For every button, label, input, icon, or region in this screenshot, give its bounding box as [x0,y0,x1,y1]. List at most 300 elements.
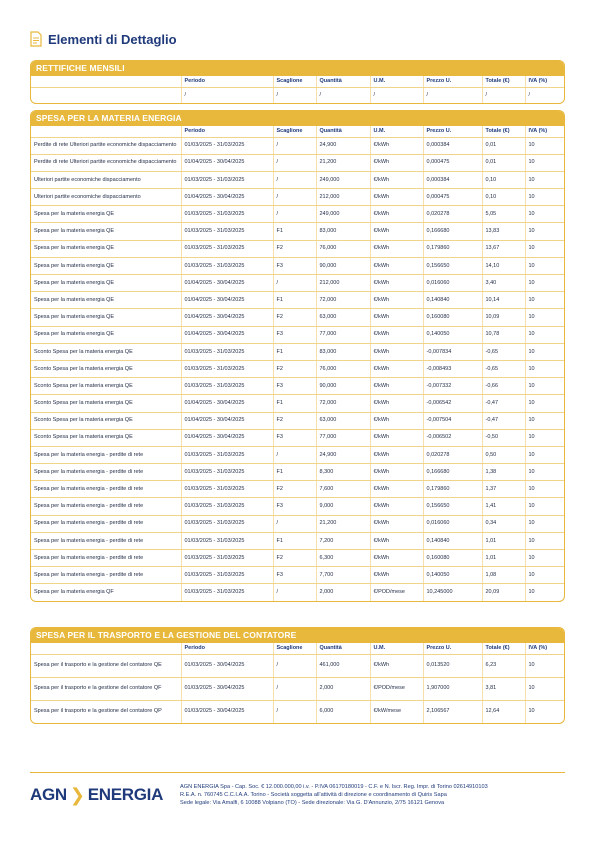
cell-prezzo: 0,140050 [423,567,482,584]
table-row [31,481,565,498]
cell-um: / [370,87,423,103]
cell-periodo: 01/04/2025 - 30/04/2025 [181,275,273,292]
cell-totale: 6,23 [482,654,525,677]
cell-quantita: 7,200 [316,532,370,549]
cell-totale: 0,10 [482,171,525,188]
cell-quantita: 72,000 [316,292,370,309]
cell-um: €/kWh [370,275,423,292]
cell-iva: 10 [525,550,565,567]
cell-quantita: 90,000 [316,257,370,274]
table-row [31,206,565,223]
cell-totale: -0,66 [482,378,525,395]
cell-iva: 10 [525,223,565,240]
cell-prezzo: 0,000475 [423,189,482,206]
cell-periodo: 01/03/2025 - 31/03/2025 [181,223,273,240]
cell-um: €/kWh [370,446,423,463]
cell-scaglione: F2 [273,550,316,567]
cell-iva: 10 [525,532,565,549]
cell-um: €/kW/mese [370,700,423,723]
cell-prezzo: 0,140840 [423,532,482,549]
section-title: RETTIFICHE MENSILI [31,61,564,76]
cell-scaglione: F1 [273,532,316,549]
cell-quantita: 9,000 [316,498,370,515]
section-rettifiche [30,60,565,104]
cell-iva: 10 [525,275,565,292]
cell-um: €/POD/mese [370,584,423,601]
cell-prezzo: / [423,87,482,103]
cell-periodo: 01/03/2025 - 31/03/2025 [181,343,273,360]
cell-quantita: 249,000 [316,206,370,223]
cell-desc [31,87,181,103]
cell-scaglione: F1 [273,292,316,309]
cell-scaglione: / [273,206,316,223]
cell-periodo: 01/03/2025 - 31/03/2025 [181,567,273,584]
cell-totale: 10,09 [482,309,525,326]
cell-desc: Sconto Spesa per la materia energia QE [31,429,181,446]
section-title: SPESA PER IL TRASPORTO E LA GESTIONE DEL CONTATORE [31,628,564,643]
cell-quantita: 21,200 [316,515,370,532]
cell-totale: 1,38 [482,464,525,481]
cell-iva: 10 [525,395,565,412]
cell-iva: 10 [525,343,565,360]
column-header: Totale (€) [482,76,525,87]
cell-quantita: 21,200 [316,154,370,171]
cell-prezzo: 0,160080 [423,550,482,567]
column-header: IVA (%) [525,643,565,654]
cell-totale: 0,01 [482,154,525,171]
cell-prezzo: 0,013520 [423,654,482,677]
cell-um: €/kWh [370,257,423,274]
table-row [31,309,565,326]
cell-um: €/kWh [370,154,423,171]
cell-prezzo: -0,007834 [423,343,482,360]
cell-prezzo: 0,020278 [423,206,482,223]
cell-totale: 3,81 [482,677,525,700]
cell-totale: 3,40 [482,275,525,292]
cell-quantita: 90,000 [316,378,370,395]
cell-desc: Spesa per la materia energia - perdite di rete [31,515,181,532]
cell-desc: Sconto Spesa per la materia energia QE [31,343,181,360]
cell-iva: 10 [525,360,565,377]
cell-iva: 10 [525,481,565,498]
cell-desc: Spesa per la materia energia - perdite di rete [31,532,181,549]
cell-scaglione: / [273,189,316,206]
cell-prezzo: -0,006502 [423,429,482,446]
table-row [31,257,565,274]
cell-desc: Perdite di rete Ulteriori partite economiche dispacciamento [31,154,181,171]
cell-um: €/kWh [370,464,423,481]
column-header: Prezzo U. [423,126,482,137]
cell-prezzo: 0,166680 [423,223,482,240]
cell-desc: Spesa per la materia energia QF [34,589,114,596]
cell-scaglione: F3 [273,326,316,343]
cell-prezzo: 0,000475 [423,154,482,171]
cell-prezzo: -0,007332 [423,378,482,395]
cell-quantita: 2,000 [316,584,370,601]
cell-scaglione: / [273,654,316,677]
cell-quantita: 249,000 [316,171,370,188]
column-header: IVA (%) [525,126,565,137]
cell-um: €/kWh [370,481,423,498]
cell-totale: -0,50 [482,429,525,446]
table-row [31,360,565,377]
table-row [31,171,565,188]
section-trasporto [30,627,565,724]
cell-um: €/kWh [370,240,423,257]
cell-iva: 10 [525,498,565,515]
cell-um: €/kWh [370,429,423,446]
cell-totale: / [482,87,525,103]
cell-um: €/kWh [370,395,423,412]
cell-totale: 20,09 [482,584,525,601]
cell-quantita: 212,000 [316,189,370,206]
cell-totale: 0,50 [482,446,525,463]
cell-prezzo: 10,245000 [423,584,482,601]
cell-prezzo: 0,166680 [423,464,482,481]
cell-totale: 12,64 [482,700,525,723]
cell-quantita: 6,000 [316,700,370,723]
column-header: Quantità [316,76,370,87]
cell-prezzo: -0,008493 [423,360,482,377]
cell-um: €/kWh [370,343,423,360]
cell-scaglione: F2 [273,240,316,257]
cell-quantita: 77,000 [316,326,370,343]
cell-scaglione: / [273,154,316,171]
cell-um: €/kWh [370,360,423,377]
cell-iva: 10 [525,446,565,463]
column-header: Quantità [316,643,370,654]
cell-scaglione: F3 [273,378,316,395]
cell-desc: Ulteriori partite economiche dispacciamento [31,171,181,188]
cell-scaglione: / [273,275,316,292]
cell-totale: 13,83 [482,223,525,240]
table-row [31,326,565,343]
footer-divider [30,772,565,773]
cell-scaglione: F2 [273,360,316,377]
cell-scaglione: / [273,584,316,601]
cell-desc: Spesa per la materia energia QE [31,223,181,240]
cell-periodo: 01/04/2025 - 30/04/2025 [181,326,273,343]
column-header: Scaglione [273,643,316,654]
cell-iva: 10 [525,189,565,206]
cell-totale: -0,65 [482,360,525,377]
column-header: Prezzo U. [423,643,482,654]
table-row [31,464,565,481]
cell-desc: Spesa per la materia energia - perdite di rete [31,464,181,481]
cell-periodo: 01/04/2025 - 30/04/2025 [181,309,273,326]
cell-quantita: 6,300 [316,550,370,567]
cell-quantita: 7,700 [316,567,370,584]
cell-um: €/kWh [370,498,423,515]
rettifiche-table [31,76,565,103]
table-row [31,223,565,240]
cell-desc: Spesa per la materia energia QE [31,326,181,343]
table-row [31,292,565,309]
cell-periodo: 01/03/2025 - 31/03/2025 [181,498,273,515]
table-row [31,137,565,154]
materia-table [31,126,565,601]
cell-prezzo: 0,016060 [423,275,482,292]
table-header-row [31,126,565,137]
cell-periodo: 01/04/2025 - 30/04/2025 [181,292,273,309]
table-header-row [31,643,565,654]
column-header: Scaglione [273,126,316,137]
cell-totale: 5,05 [482,206,525,223]
document-icon [30,31,42,47]
cell-um: €/kWh [370,171,423,188]
cell-quantita: 63,000 [316,309,370,326]
cell-desc: Spesa per la materia energia QE [31,206,181,223]
cell-scaglione: / [273,515,316,532]
table-row [31,429,565,446]
cell-desc: Spesa per il trasporto e la gestione del contatore QF [31,677,181,700]
footer [30,780,565,810]
cell-desc: Spesa per la materia energia - perdite di rete [31,550,181,567]
cell-desc: Spesa per il trasporto e la gestione del contatore QP [34,708,162,715]
header-description [31,126,181,137]
cell-totale: 1,08 [482,567,525,584]
cell-prezzo: -0,007504 [423,412,482,429]
table-row [31,446,565,463]
cell-periodo: 01/03/2025 - 30/04/2025 [181,700,273,723]
company-logo: AGN ❯ ENERGIA [30,784,164,805]
cell-scaglione: F3 [273,257,316,274]
cell-desc: Spesa per il trasporto e la gestione del contatore QE [31,654,181,677]
cell-um: €/kWh [370,532,423,549]
cell-totale: 1,01 [482,550,525,567]
cell-prezzo: 0,156650 [423,498,482,515]
cell-iva: 10 [525,292,565,309]
cell-periodo: / [181,87,273,103]
cell-scaglione: F1 [273,395,316,412]
cell-desc: Spesa per la materia energia QE [31,240,181,257]
cell-desc: Sconto Spesa per la materia energia QE [31,378,181,395]
cell-quantita: 83,000 [316,343,370,360]
table-row [31,567,565,584]
cell-totale: 0,34 [482,515,525,532]
header-description [31,76,181,87]
cell-totale: 0,10 [482,189,525,206]
cell-desc: Spesa per la materia energia - perdite di rete [31,481,181,498]
cell-periodo: 01/04/2025 - 30/04/2025 [181,189,273,206]
cell-periodo: 01/04/2025 - 30/04/2025 [181,395,273,412]
cell-iva: 10 [525,515,565,532]
cell-um: €/kWh [370,223,423,240]
cell-iva: 10 [525,654,565,677]
cell-iva: 10 [525,677,565,700]
cell-um: €/kWh [370,137,423,154]
cell-prezzo: 0,179860 [423,240,482,257]
cell-prezzo: 0,160080 [423,309,482,326]
cell-quantita: 76,000 [316,360,370,377]
cell-quantita: 63,000 [316,412,370,429]
cell-periodo: 01/04/2025 - 30/04/2025 [181,412,273,429]
cell-prezzo: 1,907000 [423,677,482,700]
page-title: Elementi di Dettaglio [48,31,177,47]
cell-totale: -0,47 [482,412,525,429]
cell-totale: 0,01 [482,137,525,154]
table-row [31,412,565,429]
cell-scaglione: F3 [273,567,316,584]
cell-iva: 10 [525,154,565,171]
cell-um: €/kWh [370,515,423,532]
cell-um: €/kWh [370,206,423,223]
header-description [31,643,181,654]
cell-quantita: 461,000 [316,654,370,677]
cell-scaglione: / [273,171,316,188]
company-info: AGN ENERGIA Spa - Cap. Soc. € 12.000.000,00 i.v. - P.IVA 06170180019 - C.F. e N. Iscr. Reg. Impr. di Torino 02614910103 R.E.A. n. 760745 C.C.I.A.A. Torino - Società soggetta all'attività di direzione e coordinamento di Quiris Sapa Sede legale: Via Amalfi, 6 10088 Volpiano (TO) - Sede direzionale: Via G. D'Annunzio, 2/75 16121 Genova [180,784,488,806]
cell-prezzo: 0,140840 [423,292,482,309]
cell-periodo: 01/03/2025 - 31/03/2025 [181,584,273,601]
cell-um: €/kWh [370,412,423,429]
cell-scaglione: / [273,700,316,723]
cell-scaglione: / [273,87,316,103]
column-header: IVA (%) [525,76,565,87]
table-row [31,395,565,412]
cell-totale: 13,67 [482,240,525,257]
page-header [30,28,177,50]
column-header: Quantità [316,126,370,137]
cell-scaglione: / [273,137,316,154]
cell-desc: Perdite di rete Ulteriori partite economiche dispacciamento [31,137,181,154]
cell-periodo: 01/04/2025 - 30/04/2025 [181,154,273,171]
table-row [31,498,565,515]
cell-desc: Spesa per la materia energia QE [31,292,181,309]
table-row [31,154,565,171]
cell-totale: 14,10 [482,257,525,274]
trasporto-table [31,643,565,723]
cell-prezzo: 0,000384 [423,171,482,188]
table-row [31,240,565,257]
cell-prezzo: 0,140050 [423,326,482,343]
section-materia-energia [30,110,565,602]
cell-periodo: 01/03/2025 - 31/03/2025 [181,171,273,188]
cell-um: €/POD/mese [370,677,423,700]
cell-scaglione: F2 [273,481,316,498]
cell-quantita: 8,300 [316,464,370,481]
cell-prezzo: 2,106567 [423,700,482,723]
cell-quantita: 24,900 [316,137,370,154]
cell-quantita: 212,000 [316,275,370,292]
cell-scaglione: / [273,446,316,463]
table-row [31,515,565,532]
table-row [31,189,565,206]
table-row [31,87,565,103]
cell-periodo: 01/03/2025 - 31/03/2025 [181,464,273,481]
table-row [31,584,565,601]
cell-periodo: 01/03/2025 - 31/03/2025 [181,550,273,567]
cell-quantita: / [316,87,370,103]
cell-periodo: 01/03/2025 - 31/03/2025 [181,257,273,274]
column-header: U.M. [370,126,423,137]
cell-iva: 10 [525,378,565,395]
cell-prezzo: 0,020278 [423,446,482,463]
cell-um: €/kWh [370,292,423,309]
cell-periodo: 01/04/2025 - 30/04/2025 [181,429,273,446]
cell-scaglione: F1 [273,343,316,360]
cell-iva: 10 [525,137,565,154]
cell-quantita: 76,000 [316,240,370,257]
cell-um: €/kWh [370,326,423,343]
cell-desc: Sconto Spesa per la materia energia QE [31,395,181,412]
cell-periodo: 01/03/2025 - 31/03/2025 [181,515,273,532]
cell-totale: 1,41 [482,498,525,515]
cell-iva: 10 [525,240,565,257]
cell-um: €/kWh [370,567,423,584]
cell-periodo: 01/03/2025 - 31/03/2025 [181,240,273,257]
cell-iva: 10 [525,429,565,446]
column-header: Periodo [181,76,273,87]
cell-prezzo: 0,179860 [423,481,482,498]
column-header: Scaglione [273,76,316,87]
cell-quantita: 77,000 [316,429,370,446]
cell-iva: 10 [525,206,565,223]
cell-quantita: 83,000 [316,223,370,240]
cell-iva: 10 [525,309,565,326]
cell-desc: Ulteriori partite economiche dispacciamento [31,189,181,206]
cell-iva: 10 [525,464,565,481]
cell-quantita: 24,900 [316,446,370,463]
cell-periodo: 01/03/2025 - 30/04/2025 [181,677,273,700]
table-row [31,378,565,395]
column-header: Periodo [181,126,273,137]
cell-desc: Sconto Spesa per la materia energia QE [31,412,181,429]
cell-periodo: 01/03/2025 - 31/03/2025 [181,446,273,463]
cell-desc: Spesa per la materia energia QE [31,257,181,274]
cell-um: €/kWh [370,378,423,395]
table-row [31,343,565,360]
cell-quantita: 72,000 [316,395,370,412]
cell-periodo: 01/03/2025 - 31/03/2025 [181,137,273,154]
cell-quantita: 7,600 [316,481,370,498]
cell-desc: Spesa per la materia energia QE [31,309,181,326]
cell-desc: Spesa per la materia energia QE [31,275,181,292]
cell-iva: 10 [525,257,565,274]
cell-iva: 10 [525,567,565,584]
cell-scaglione: F3 [273,498,316,515]
cell-um: €/kWh [370,189,423,206]
cell-um: €/kWh [370,654,423,677]
table-row [31,550,565,567]
cell-periodo: 01/03/2025 - 31/03/2025 [181,532,273,549]
table-row [31,677,565,700]
column-header: Periodo [181,643,273,654]
cell-scaglione: F3 [273,429,316,446]
cell-totale: 10,14 [482,292,525,309]
cell-iva: / [525,87,565,103]
section-title: SPESA PER LA MATERIA ENERGIA [31,111,564,126]
cell-periodo: 01/03/2025 - 31/03/2025 [181,206,273,223]
cell-prezzo: -0,006542 [423,395,482,412]
cell-um: €/kWh [370,550,423,567]
cell-desc: Spesa per la materia energia - perdite di rete [31,446,181,463]
cell-prezzo: 0,000384 [423,137,482,154]
cell-iva: 10 [525,171,565,188]
column-header: U.M. [370,76,423,87]
cell-periodo: 01/03/2025 - 31/03/2025 [181,360,273,377]
cell-totale: -0,65 [482,343,525,360]
cell-totale: 1,01 [482,532,525,549]
cell-scaglione: F1 [273,223,316,240]
cell-totale: -0,47 [482,395,525,412]
cell-desc: Sconto Spesa per la materia energia QE [31,360,181,377]
cell-periodo: 01/03/2025 - 31/03/2025 [181,378,273,395]
cell-scaglione: F1 [273,464,316,481]
chevron-right-icon: ❯ [69,784,85,805]
cell-desc: Spesa per la materia energia - perdite di rete [31,498,181,515]
cell-scaglione: / [273,677,316,700]
cell-iva: 10 [525,326,565,343]
